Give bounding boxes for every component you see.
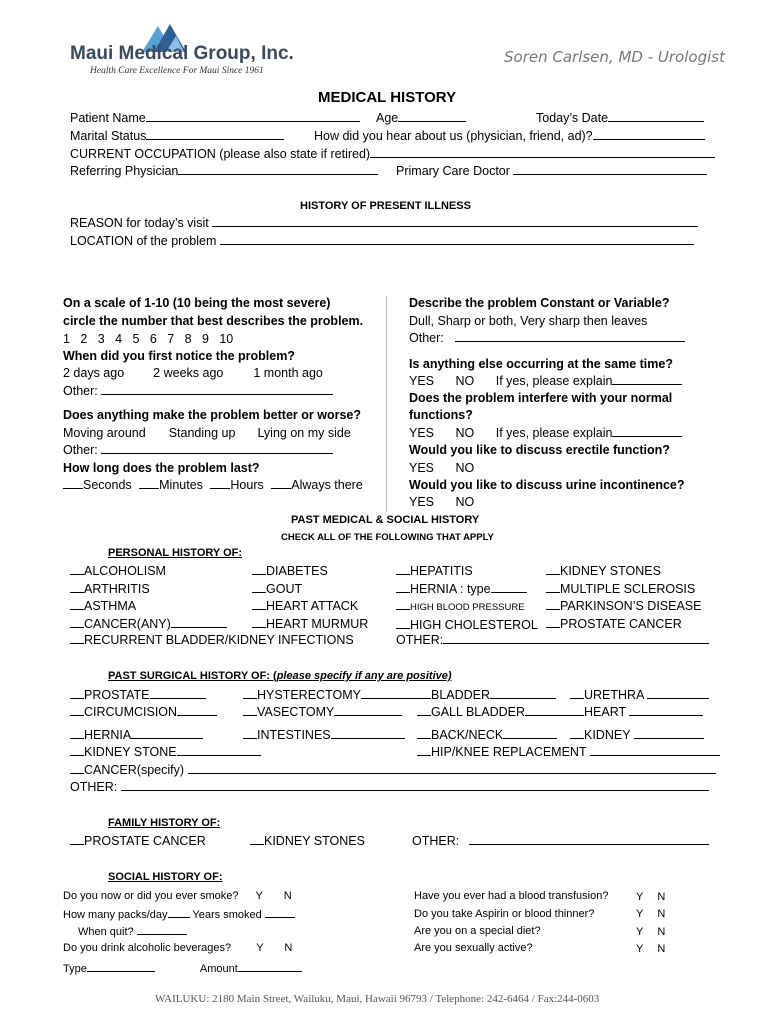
surgical-cancer-row: [70, 763, 716, 778]
type-label: Type: [63, 963, 87, 975]
interfere-question-2: functions?: [409, 408, 473, 422]
condition-item[interactable]: PROSTATE CANCER: [546, 616, 701, 634]
condition-item[interactable]: ARTHRITIS: [70, 581, 227, 599]
else-answer-row: [409, 374, 682, 389]
date-label: Today’s Date: [536, 111, 609, 125]
family-item[interactable]: KIDNEY STONES: [250, 834, 365, 849]
surgery-item[interactable]: CIRCUMCISION: [70, 705, 217, 720]
occupation-field[interactable]: [370, 147, 715, 158]
aspirin-question: Do you take Aspirin or blood thinner?: [414, 908, 595, 920]
date-row: [536, 111, 704, 126]
describe-question: Describe the problem Constant or Variable?: [409, 296, 670, 310]
personal-col-3: [396, 563, 538, 634]
packs-label: How many packs/day: [63, 909, 168, 921]
explain-label: If yes, please explain: [495, 426, 613, 440]
occupation-label: CURRENT OCCUPATION (please also state if retired): [70, 147, 371, 161]
no-option[interactable]: N: [657, 943, 666, 956]
drink-row: [63, 941, 292, 956]
erectile-answer-row: [409, 461, 474, 476]
hear-field[interactable]: [593, 129, 705, 140]
yes-option[interactable]: Y: [636, 891, 644, 903]
social-yn-column: [636, 889, 665, 959]
page-title: MEDICAL HISTORY: [318, 89, 457, 106]
surgery-item[interactable]: URETHRA: [570, 688, 709, 703]
yes-option[interactable]: YES: [409, 461, 435, 475]
condition-item[interactable]: MULTIPLE SCLEROSIS: [546, 581, 701, 599]
condition-item[interactable]: ALCOHOLISM: [70, 563, 227, 581]
pcp-row: [396, 164, 707, 179]
marital-field[interactable]: [146, 129, 284, 140]
better-other-field[interactable]: [101, 443, 333, 454]
pcp-label: Primary Care Doctor: [396, 164, 510, 178]
social-heading: SOCIAL HISTORY OF:: [108, 871, 223, 883]
quit-row: [78, 924, 187, 940]
surgery-item[interactable]: KIDNEY: [570, 728, 704, 743]
other-label: Other:: [409, 331, 444, 345]
notice-options: [63, 366, 345, 381]
years-field[interactable]: [265, 907, 295, 918]
yes-option[interactable]: YES: [409, 426, 435, 440]
active-row: [414, 941, 533, 956]
surgery-item[interactable]: KIDNEY STONE: [70, 745, 261, 760]
location-row: [70, 234, 694, 249]
no-option[interactable]: N: [284, 942, 293, 954]
doctor-name: Soren Carlsen, MD - Urologist: [504, 48, 725, 66]
surgery-item[interactable]: VASECTOMY: [243, 705, 402, 720]
no-option[interactable]: N: [283, 890, 292, 902]
family-heading: FAMILY HISTORY OF:: [108, 817, 221, 829]
notice-question: When did you first notice the problem?: [63, 349, 295, 363]
surgery-item[interactable]: PROSTATE: [70, 688, 206, 703]
family-other: OTHER:: [412, 834, 709, 849]
surgical-cancer-label: CANCER(specify): [84, 763, 185, 777]
no-option[interactable]: N: [657, 891, 666, 903]
notice-other-field[interactable]: [101, 384, 333, 395]
personal-col-1: [70, 563, 227, 633]
surgical-heading: PAST SURGICAL HISTORY OF: (please specify if any are positive): [108, 670, 452, 682]
drink-question: Do you drink alcoholic beverages?: [63, 942, 232, 954]
patient-name-label: Patient Name: [70, 111, 146, 125]
hear-label: How did you hear about us (physician, friend, ad)?: [314, 129, 593, 143]
describe-other-field[interactable]: [455, 331, 685, 342]
recurrent-infections-item[interactable]: RECURRENT BLADDER/KIDNEY INFECTIONS: [70, 633, 354, 648]
patient-name-row: [70, 111, 360, 126]
family-item[interactable]: PROSTATE CANCER: [70, 834, 206, 849]
amount-field[interactable]: [238, 961, 302, 972]
smoke-question: Do you now or did you ever smoke?: [63, 890, 239, 902]
footer-address: WAILUKU: 2180 Main Street, Wailuku, Maui, Hawaii 96793 / Telephone: 242-6464 / Fax:244-0603: [155, 993, 600, 1005]
yes-option[interactable]: YES: [409, 495, 435, 509]
diet-question: Are you on a special diet?: [414, 925, 541, 937]
yes-option[interactable]: Y: [636, 943, 644, 956]
last-option[interactable]: Seconds: [83, 478, 132, 492]
notice-option[interactable]: 2 weeks ago: [153, 366, 224, 380]
better-options: [63, 426, 373, 441]
surgery-item[interactable]: BLADDER: [417, 688, 556, 703]
condition-item[interactable]: HEART ATTACK: [252, 598, 368, 616]
notice-other-row: [63, 384, 333, 399]
family-other-field[interactable]: [469, 834, 709, 845]
years-label: Years smoked: [192, 909, 262, 921]
other-label: OTHER:: [396, 633, 444, 647]
surgery-item[interactable]: HEART: [570, 705, 703, 720]
hear-row: [314, 129, 705, 144]
type-field[interactable]: [87, 961, 155, 972]
no-option[interactable]: N: [657, 925, 666, 938]
location-field[interactable]: [220, 234, 694, 245]
no-option[interactable]: NO: [455, 426, 475, 440]
transfusion-question: Have you ever had a blood transfusion?: [414, 890, 609, 902]
occupation-row: [70, 147, 715, 162]
surgical-other-field[interactable]: [121, 780, 709, 791]
date-field[interactable]: [608, 111, 704, 122]
packs-field[interactable]: [168, 907, 190, 918]
scale-question-1: On a scale of 1-10 (10 being the most severe): [63, 296, 331, 310]
location-label: LOCATION of the problem: [70, 234, 217, 248]
org-tagline: Health Care Excellence For Maui Since 1961: [90, 66, 264, 76]
explain-label: If yes, please explain: [495, 374, 613, 388]
yes-option[interactable]: Y: [256, 942, 264, 954]
no-option[interactable]: N: [657, 908, 666, 921]
personal-other-row: [396, 633, 709, 648]
condition-item[interactable]: HIGH CHOLESTEROL: [396, 617, 538, 635]
active-question: Are you sexually active?: [414, 942, 533, 954]
personal-other-field[interactable]: [443, 633, 709, 644]
transfusion-row: [414, 889, 608, 904]
other-label: Other:: [63, 384, 98, 398]
reason-field[interactable]: [212, 216, 698, 227]
age-field[interactable]: [398, 111, 466, 122]
past-medical-subheading: CHECK ALL OF THE FOLLOWING THAT APPLY: [281, 532, 494, 543]
notice-option[interactable]: 2 days ago: [63, 366, 125, 380]
describe-other-row: [409, 331, 685, 346]
no-option[interactable]: NO: [455, 374, 475, 388]
surgery-item[interactable]: INTESTINES: [243, 728, 405, 743]
packs-row: [63, 907, 295, 923]
describe-options[interactable]: Dull, Sharp or both, Very sharp then leaves: [409, 314, 648, 328]
type-amount-row: [63, 961, 302, 977]
else-question: Is anything else occurring at the same time?: [409, 357, 673, 371]
interfere-answer-row: [409, 426, 682, 441]
surgery-item[interactable]: BACK/NECK: [417, 728, 557, 743]
referring-row: [70, 164, 378, 179]
quit-label: When quit?: [78, 926, 134, 938]
last-question: How long does the problem last?: [63, 461, 260, 475]
surgery-item[interactable]: HERNIA: [70, 728, 203, 743]
referring-label: Referring Physician: [70, 164, 179, 178]
personal-col-4: [546, 563, 701, 633]
column-divider: [386, 296, 387, 512]
other-label: Other:: [63, 443, 98, 457]
condition-item[interactable]: ASTHMA: [70, 598, 227, 616]
surgery-item[interactable]: GALL BLADDER: [417, 705, 581, 720]
smoke-row: [63, 889, 292, 904]
age-row: [376, 111, 466, 126]
condition-item[interactable]: GOUT: [252, 581, 368, 599]
referring-field[interactable]: [178, 164, 378, 175]
urine-answer-row: [409, 495, 474, 510]
no-option[interactable]: NO: [455, 495, 475, 509]
else-explain-field[interactable]: [612, 374, 682, 385]
better-question: Does anything make the problem better or worse?: [63, 408, 361, 422]
reason-row: [70, 216, 698, 231]
urine-question: Would you like to discuss urine incontinence?: [409, 478, 685, 492]
personal-history-heading: PERSONAL HISTORY OF:: [108, 547, 243, 559]
condition-item[interactable]: PARKINSON’S DISEASE: [546, 598, 701, 616]
quit-field[interactable]: [137, 924, 187, 935]
other-label: OTHER:: [70, 780, 118, 794]
amount-label: Amount: [199, 963, 238, 975]
yes-option[interactable]: Y: [636, 925, 644, 938]
patient-name-field[interactable]: [146, 111, 360, 122]
org-name: Maui Medical Group, Inc.: [70, 43, 294, 64]
condition-item[interactable]: HIGH BLOOD PRESSURE: [396, 598, 538, 617]
better-option[interactable]: Lying on my side: [257, 426, 351, 440]
scale-question-2: circle the number that best describes the problem.: [63, 314, 364, 328]
interfere-explain-field[interactable]: [612, 426, 682, 437]
marital-label: Marital Status: [70, 129, 147, 143]
erectile-question: Would you like to discuss erectile function?: [409, 443, 670, 457]
yes-option[interactable]: Y: [636, 908, 644, 921]
condition-item[interactable]: CANCER(ANY): [70, 616, 227, 634]
surgical-cancer-field[interactable]: [188, 763, 716, 774]
past-medical-heading: PAST MEDICAL & SOCIAL HISTORY: [291, 514, 480, 526]
last-option[interactable]: Always there: [291, 478, 363, 492]
better-other-row: [63, 443, 333, 458]
last-option[interactable]: Hours: [230, 478, 264, 492]
condition-item[interactable]: DIABETES: [252, 563, 368, 581]
aspirin-row: [414, 907, 594, 922]
no-option[interactable]: NO: [455, 461, 475, 475]
condition-item[interactable]: KIDNEY STONES: [546, 563, 701, 581]
last-options: [63, 478, 363, 493]
yes-option[interactable]: Y: [255, 890, 263, 902]
condition-item[interactable]: HEPATITIS: [396, 563, 538, 581]
pcp-field[interactable]: [513, 164, 707, 175]
present-illness-heading: HISTORY OF PRESENT ILLNESS: [300, 200, 471, 212]
marital-row: [70, 129, 284, 144]
reason-label: REASON for today’s visit: [70, 216, 209, 230]
yes-option[interactable]: YES: [409, 374, 435, 388]
interfere-question-1: Does the problem interfere with your normal: [409, 391, 673, 405]
age-label: Age: [376, 111, 399, 125]
notice-option[interactable]: 1 month ago: [253, 366, 323, 380]
condition-item[interactable]: HERNIA : type: [396, 581, 538, 599]
surgery-item[interactable]: HYSTERECTOMY: [243, 688, 417, 703]
last-option[interactable]: Minutes: [159, 478, 203, 492]
personal-col-2: [252, 563, 368, 633]
surgery-item[interactable]: HIP/KNEE REPLACEMENT: [417, 745, 720, 760]
condition-item[interactable]: HEART MURMUR: [252, 616, 368, 634]
surgical-other-row: [70, 780, 709, 795]
better-option[interactable]: Standing up: [168, 426, 236, 440]
better-option[interactable]: Moving around: [63, 426, 146, 440]
scale-numbers[interactable]: 1 2 3 4 5 6 7 8 9 10: [63, 332, 234, 346]
diet-row: [414, 924, 541, 939]
